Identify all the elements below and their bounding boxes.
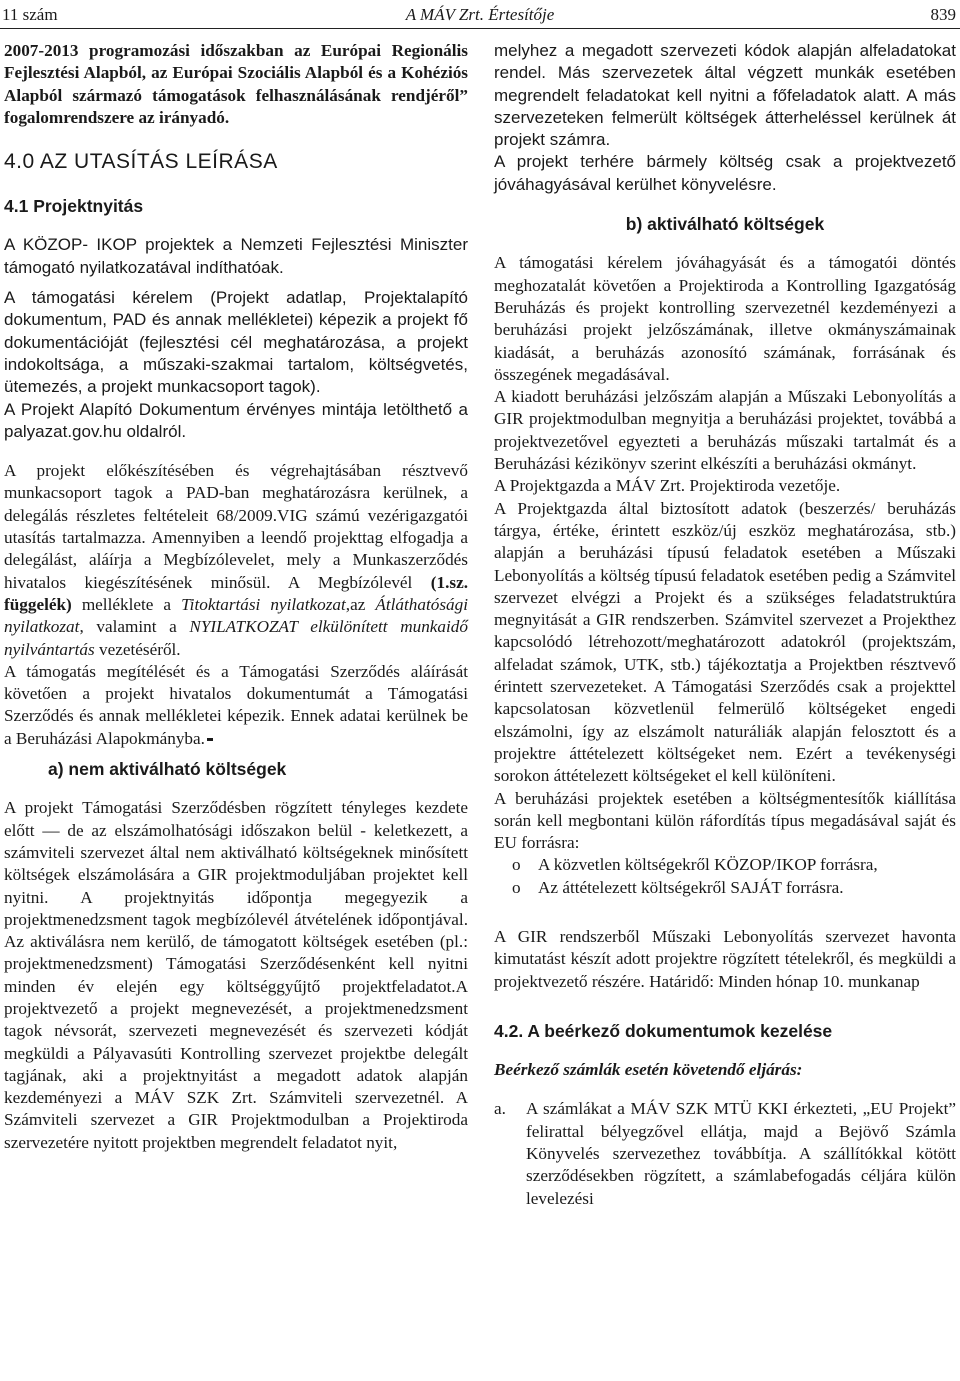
- paragraph-project-number: A kiadott beruházási jelzőszám alapján a Műszaki Lebonyolítás a GIR projektmodulban megnyitja a beruházási projektet, továbbá a projektvezetővel egyezteti a beruházás műszaki tartalmát és a Beruházási kézikönyv szerint elkészíti a beruházási okmányt.: [494, 387, 956, 474]
- paragraph-cost-exemption: A beruházási projektek esetében a költségmentesítők kiállítása során kell megbontani külön ráfordítás típus megadásával saját és EU forrásra:: [494, 788, 956, 853]
- page-number: 839: [930, 5, 956, 24]
- header-rule: [0, 28, 960, 29]
- left-column: [4, 40, 468, 1154]
- paragraph-approval-decision: A támogatási kérelem jóváhagyását és a támogatói döntés meghozatalát követően a Projektiroda a Kontrolling Igazgatóság Beruházás és projekt kontrolling szervezetnél kezdeményezi a beruházási projekt jelzőszámának, illetve okmányszámainak kiadását, a beruházás azonosító számának, forrásának és összegének megadásával.: [494, 253, 956, 384]
- cost-b-heading: b) aktiválható költségek: [625, 214, 825, 235]
- invoice-procedure-heading: Beérkező számlák esetén követendő eljárás:: [494, 1060, 803, 1080]
- step-a: a. A számlákat a MÁV SZK MTÜ KKI érkezteti, „EU Projekt” felirattal bélyegzővel ellátja, majd a Bejövő Számla Könyvelés szervezethez továbbítja. A szállítókkal kötött szerződésekben rögzített, a számlabefogadás céljára külön levelezési: [494, 1099, 956, 1208]
- list-item: o Az áttételezett költségekről SAJÁT forrásra.: [512, 877, 844, 897]
- stray-mark: [207, 738, 213, 741]
- paragraph-pad-template: A Projekt Alapító Dokumentum érvényes mintája letölthető a palyazat.gov.hu oldalról.: [4, 399, 468, 441]
- intro-paragraph: 2007-2013 programozási időszakban az Európai Regionális Fejlesztési Alapból, az Európai Szociális Alapból és a Kohéziós Alapból származó támogatások felhasználásának rendjéről” fogalomrendszere az irányadó.: [4, 41, 468, 127]
- paragraph-subtasks: melyhez a megadott szervezeti kódok alapján alfeladatokat rendel. Más szervezetek által végzett munkák esetében megrendelt feladatokat kell nyitni a főfeladatok alatt. A más szervezeteken felmerült költségek átterheléssel kerülnek át projekt számra.: [494, 41, 956, 150]
- paragraph-project-owner: A Projektgazda a MÁV Zrt. Projektiroda vezetője.: [494, 476, 841, 496]
- publication-title: A MÁV Zrt. Értesítője: [405, 5, 555, 24]
- section-heading: 4.0 AZ UTASÍTÁS LEÍRÁSA: [4, 150, 278, 174]
- cost-a-heading: a) nem aktiválható költségek: [48, 759, 287, 780]
- paragraph-contract: A támogatás megítélését és a Támogatási Szerződés aláírását követően a projekt hivatalos dokumentumát a Támogatási Szerződés és annak mellékletei képezik. Ennek adatai kerülnek be a Beruházási Alapokmányba.: [4, 661, 468, 748]
- section-4-2-heading: 4.2. A beérkező dokumentumok kezelése: [494, 1020, 833, 1041]
- list-item: o A közvetlen költségekről KÖZOP/IKOP forrásra,: [512, 855, 878, 875]
- subsection-heading: 4.1 Projektnyitás: [4, 196, 144, 217]
- paragraph-approval: A projekt terhére bármely költség csak a projektvezető jóváhagyásával kerülhet könyvelésre.: [494, 152, 956, 194]
- running-header: [0, 4, 960, 26]
- paragraph-non-activatable: A projekt Támogatási Szerződésben rögzített tényleges kezdete előtt — de az elszámolhatósági időszakon belül - keletkezett, a számviteli szervezet által nem aktiválható költségeknek minősített költségek elszámolására a GIR projektmoduljában projektet kell nyitni. A projektnyitás időpontja megegyezik a projektmenedzsment tagok megbízólevél átvételének időpontjával. Az aktiválásra nem kerülő, de támogatott költségek esetében (pl.: projektmenedzsment) Támogatási Szerződésenként kell nyitni minden év elején egy költséggyűjtő projektfeladatot.A projektvezető a projekt megnevezését, a projektmenedzsment tagok névsorát, szervezeti megnevezését és szervezeti kódját megküldi a Pályavasúti Kontrolling szervezet projektbe delegált tagjának, aki a projektnyitást a megadott adatok alapján kezdeményezi a MÁV SZK Zrt. Számviteli szervezetnél. A Számviteli szervezet a GIR Projektmodulban a Projektiroda szervezetére nyitott projektben megrendelt feladatot nyit,: [4, 798, 468, 1152]
- issue-number: 11 szám: [2, 5, 58, 24]
- paragraph-delegation: A projekt előkészítésében és végrehajtásában résztvevő munkacsoport tagok a PAD-ban meghatározásra kerülnek, a delegálás részletes feltételeit 68/2009.VIG számú vezérigazgatói utasítás tartalmazza. Amennyiben a leendő projekttag elfogadja a delegálást, aláírja a Megbízólevelet, mely a Munkaszerződés hivatalos kiegészítésének minősül. A Megbízólevél (1.sz. függelék) melléklete a Titoktartási nyilatkozat,az Átláthatósági nyilatkozat, valamint a NYILATKOZAT elkülönített munkaidő nyilvántartás vezetéséről.: [4, 461, 468, 659]
- paragraph-owner-data: A Projektgazda által biztosított adatok (beszerzés/ beruházás tárgya, értéke, érintett eszköz/új eszköz meghatározása, stb.) alapján a beruházási típusú feladatok esetében a Műszaki Lebonyolítás a költség típusú feladatok esetében pedig a Számvitel szervezet elvégzi a Projekt és a szükséges feladatstruktúra megnyitását a GIR rendszerben. Számvitel szervezet a Projekthez kapcsolódó létrehozott/meghatározott adatokról (projektszám, alfeladat számok, UTK, stb.) tájékoztatja a Projektben résztvevő érintett szervezeteket. A Támogatási Szerződés csak a projekttel kapcsolatosan közvetlenül felmerülő költségeket engedi elszámolni, így az elszámolt naturáliák alapján felosztott és a projektre áttételezett költségeket nem. Ezért a tevékenységi sorokon áttételezett költségeket el kell különíteni.: [494, 498, 956, 786]
- paragraph-monthly-report: A GIR rendszerből Műszaki Lebonyolítás szervezet havonta kimutatást készít adott projektre rögzített tételekről, és megküldi a projektvezető részére. Határidő: Minden hónap 10. munkanap: [494, 926, 956, 991]
- right-column: [494, 40, 956, 1210]
- paragraph-kozop: A KÖZOP- IKOP projektek a Nemzeti Fejlesztési Miniszter támogató nyilatkozatával indíthatóak.: [4, 235, 468, 277]
- paragraph-application: A támogatási kérelem (Projekt adatlap, Projektalapító dokumentum, PAD és annak mellékletei) képezik a projekt fő dokumentációját (fejlesztési cél meghatározása, a projekt indokoltsága, a műszaki-szakmai tartalom, költségvetés, ütemezés, a projekt munkacsoport tagok).: [4, 288, 468, 397]
